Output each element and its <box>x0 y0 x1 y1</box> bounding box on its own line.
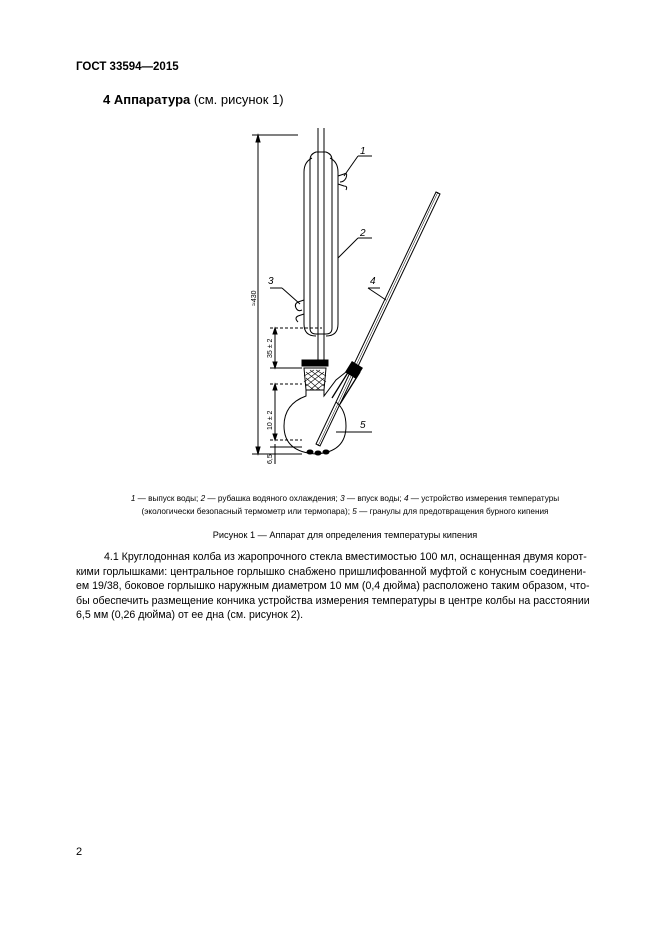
paragraph-line: кими горлышками: центральное горлышко снабжено пришлифованной муфтой с конусным соединени- <box>76 565 586 578</box>
document-header: ГОСТ 33594—2015 <box>76 61 179 73</box>
section-title-bold: 4 Аппаратура <box>103 92 191 107</box>
section-title <box>103 92 284 107</box>
callout-5: 5 <box>360 420 366 431</box>
dim-total-label: ≈430 <box>251 290 258 306</box>
paragraph-line: бы обеспечить размещение кончика устройства измерения температуры в центре колбы на расстоянии <box>76 594 590 607</box>
callout-2: 2 <box>360 228 366 239</box>
legend-num: 4 <box>403 494 409 503</box>
cooling-jacket <box>310 152 332 334</box>
paragraph-line: ем 19/38, боковое горлышко наружным диаметром 10 мм (0,4 дюйма) расположено таким образом, что- <box>76 580 590 593</box>
legend-text: — гранулы для предотвращения бурного кипения <box>356 507 549 516</box>
dim-jacket-label: 35 ± 2 <box>267 338 274 358</box>
legend-line-2 <box>100 505 590 518</box>
legend-num: 2 <box>200 494 206 503</box>
apparatus-figure <box>240 128 470 470</box>
legend-text: (экологически безопасный термометр или термопара); <box>141 507 353 516</box>
page-number: 2 <box>76 846 83 858</box>
legend-text: — впуск воды; <box>344 494 404 503</box>
legend-num: 3 <box>340 494 345 503</box>
callout-3: 3 <box>268 276 274 287</box>
paragraph-line: 6,5 мм (0,26 дюйма) от ее дна (см. рисунок 2). <box>76 609 304 622</box>
section-title-ref: (см. рисунок 1) <box>193 92 284 107</box>
callout-1: 1 <box>360 146 366 157</box>
legend-line-1 <box>100 492 590 505</box>
callout-4: 4 <box>370 276 376 287</box>
paragraph-4-1 <box>76 550 590 623</box>
figure-caption: Рисунок 1 — Аппарат для определения температуры кипения <box>212 530 478 540</box>
legend-text: — устройство измерения температуры <box>408 494 560 503</box>
legend-text: — рубашка водяного охлаждения; <box>205 494 341 503</box>
paragraph-line: 4.1 Круглодонная колба из жаропрочного стекла вместимостью 100 мл, оснащенная двумя корот- <box>104 551 587 563</box>
boiling-chips <box>307 450 313 454</box>
dim-flask-label: 10 ± 2 <box>267 410 274 430</box>
legend-num: 5 <box>352 507 357 516</box>
figure-legend <box>100 492 590 518</box>
legend-num: 1 <box>130 494 136 503</box>
dim-tip-label: 6,5 <box>267 454 274 464</box>
legend-text: — выпуск воды; <box>135 494 201 503</box>
joint-band <box>302 360 328 366</box>
